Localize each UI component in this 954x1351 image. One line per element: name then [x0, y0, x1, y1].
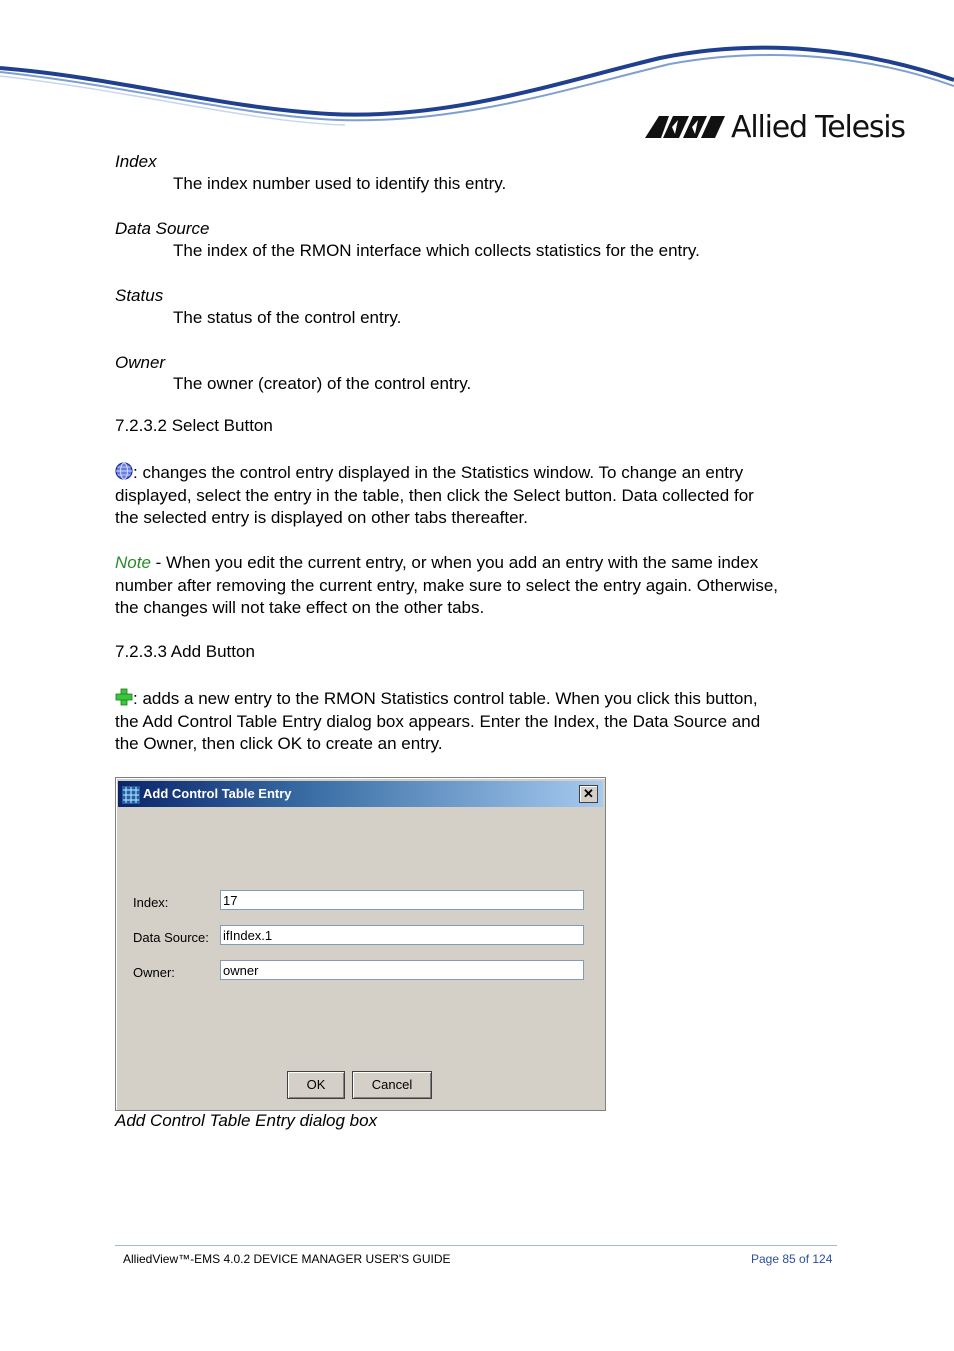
close-button[interactable]: [579, 785, 598, 803]
definition-term-data-source: Data Source: [115, 219, 210, 238]
definition-term-owner: Owner: [115, 353, 166, 372]
add-control-table-entry-dialog: [115, 777, 606, 1111]
close-icon: ✕: [583, 786, 594, 801]
index-field[interactable]: 17: [220, 890, 584, 910]
select-globe-icon: [115, 462, 133, 480]
select-line-3: the selected entry is displayed on other tabs thereafter.: [115, 508, 528, 527]
definition-desc-data-source: The index of the RMON interface which collects statistics for the entry.: [173, 241, 700, 260]
note-paragraph: [115, 552, 835, 620]
add-line-3: the Owner, then click OK to create an entry.: [115, 734, 443, 753]
footer-guide-title: AlliedView™-EMS 4.0.2 DEVICE MANAGER USER'S GUIDE: [123, 1252, 451, 1266]
app-grid-icon: [122, 786, 140, 804]
footer-divider: [115, 1245, 837, 1246]
dialog-titlebar[interactable]: [118, 781, 603, 807]
owner-label: Owner:: [133, 965, 175, 980]
select-paragraph: [115, 462, 835, 530]
add-paragraph: [115, 688, 835, 756]
data-source-label: Data Source:: [133, 930, 209, 945]
figure-caption: Add Control Table Entry dialog box: [115, 1111, 378, 1130]
dialog-title: Add Control Table Entry: [143, 786, 292, 801]
data-source-field[interactable]: ifIndex.1: [220, 925, 584, 945]
definition-desc-owner: The owner (creator) of the control entry.: [173, 374, 472, 393]
footer-page-number: Page 85 of 124: [751, 1252, 833, 1266]
select-line-2: displayed, select the entry in the table, then click the Select button. Data collected for: [115, 485, 754, 505]
logo-mark-icon: [645, 114, 725, 140]
select-line-1: : changes the control entry displayed in the Statistics window. To change an entry: [133, 463, 744, 482]
note-line-1: - When you edit the current entry, or when you add an entry with the same index: [150, 553, 759, 572]
definition-term-status: Status: [115, 286, 164, 305]
ok-button[interactable]: OK: [287, 1071, 345, 1099]
note-label: Note: [115, 553, 151, 572]
definition-desc-index: The index number used to identify this entry.: [173, 174, 507, 193]
allied-telesis-logo: [645, 110, 905, 146]
index-label: Index:: [133, 895, 169, 910]
section-heading-add: 7.2.3.3 Add Button: [115, 642, 255, 661]
section-heading-select: 7.2.3.2 Select Button: [115, 416, 273, 435]
definition-desc-status: The status of the control entry.: [173, 308, 402, 327]
note-line-2: number after removing the current entry, make sure to select the entry again. Otherwise,: [115, 575, 778, 595]
owner-field[interactable]: owner: [220, 960, 584, 980]
add-line-1: : adds a new entry to the RMON Statistics control table. When you click this button,: [133, 689, 758, 708]
note-line-3: the changes will not take effect on the other tabs.: [115, 598, 485, 617]
green-plus-icon: [115, 688, 133, 706]
add-line-2: the Add Control Table Entry dialog box appears. Enter the Index, the Data Source and: [115, 711, 761, 731]
cancel-button[interactable]: Cancel: [352, 1071, 432, 1099]
definition-term-index: Index: [115, 152, 157, 171]
logo-brand-text: Allied Telesis: [731, 110, 905, 145]
